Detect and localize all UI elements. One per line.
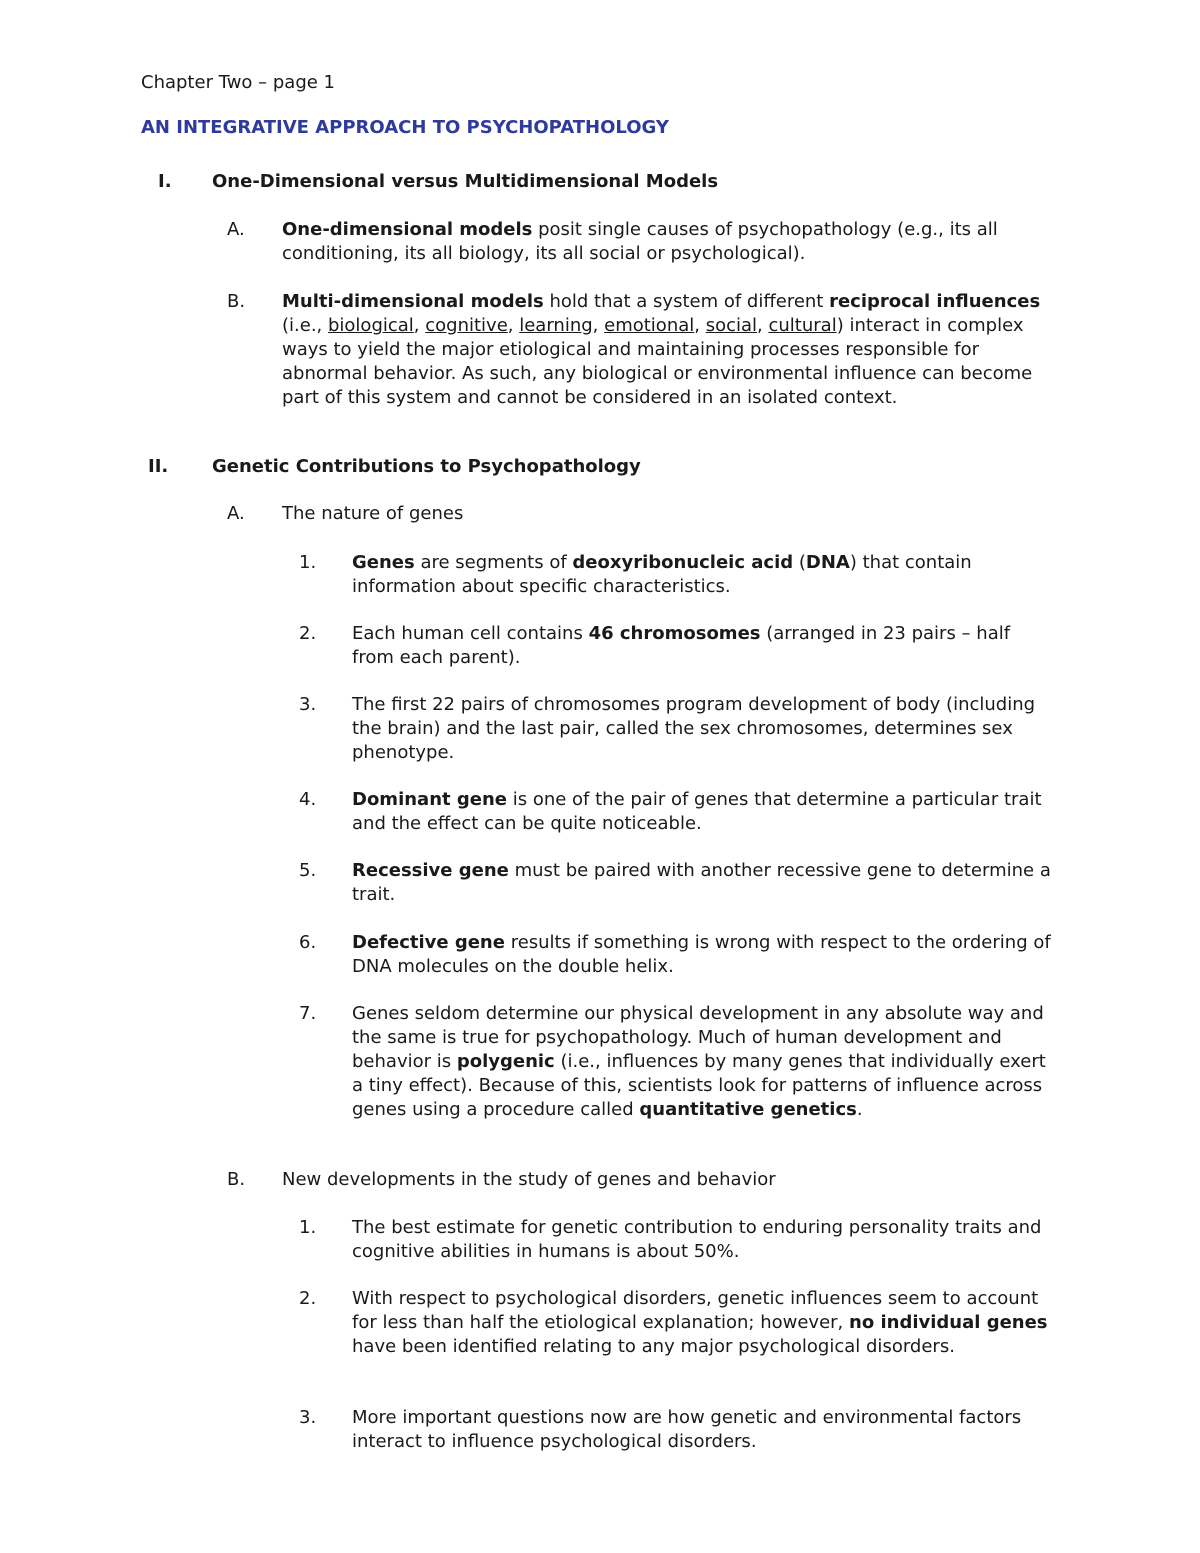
section-heading: One-Dimensional versus Multidimensional Models <box>212 171 719 192</box>
underlined-term: cognitive <box>425 315 508 336</box>
bold-term: DNA <box>805 552 850 573</box>
item-marker: B. <box>227 1169 246 1190</box>
point-paragraph: With respect to psychological disorders, genetic influences seem to account for less than half the etiological explanation; however, no individual genes have been identified relating to any major psychological disorders. <box>352 1288 1048 1357</box>
point-paragraph: More important questions now are how genetic and environmental factors interact to influence psychological disorders. <box>352 1407 1022 1452</box>
bold-term: Defective gene <box>352 932 505 953</box>
point-number: 2. <box>299 1288 317 1309</box>
bold-term: 46 chromosomes <box>588 623 761 644</box>
bold-term: Multi-dimensional models <box>282 291 544 312</box>
page-header: Chapter Two – page 1 <box>141 72 336 93</box>
item-marker: B. <box>227 291 246 312</box>
subsection-heading: New developments in the study of genes and behavior <box>282 1169 776 1190</box>
point-paragraph: Recessive gene must be paired with another recessive gene to determine a trait. <box>352 860 1051 905</box>
bold-term: One-dimensional models <box>282 219 533 240</box>
underlined-term: learning <box>519 315 593 336</box>
point-paragraph: Dominant gene is one of the pair of genes that determine a particular trait and the effect can be quite noticeable. <box>352 789 1042 834</box>
point-paragraph: Genes seldom determine our physical development in any absolute way and the same is true for psychopathology. Much of human development and behavior is polygenic (i.e., influences by many genes that individually exert a tiny effect). Because of this, scientists look for patterns of influence across genes using a procedure called quantitative genetics. <box>352 1003 1046 1120</box>
item-paragraph: One-dimensional models posit single causes of psychopathology (e.g., its all conditioning, its all biology, its all social or psychological). <box>282 219 998 264</box>
point-number: 2. <box>299 623 317 644</box>
bold-term: deoxyribonucleic acid <box>572 552 794 573</box>
bold-term: Dominant gene <box>352 789 507 810</box>
document-title: AN INTEGRATIVE APPROACH TO PSYCHOPATHOLOGY <box>141 117 669 138</box>
subsection-heading: The nature of genes <box>282 503 464 524</box>
section-numeral: I. <box>158 171 172 192</box>
point-number: 3. <box>299 694 317 715</box>
underlined-term: emotional <box>604 315 695 336</box>
point-number: 6. <box>299 932 317 953</box>
bold-term: Genes <box>352 552 415 573</box>
point-number: 1. <box>299 1217 317 1238</box>
bold-term: Recessive gene <box>352 860 509 881</box>
item-marker: A. <box>227 503 245 524</box>
section-numeral: II. <box>148 456 169 477</box>
item-marker: A. <box>227 219 245 240</box>
point-number: 4. <box>299 789 317 810</box>
point-number: 3. <box>299 1407 317 1428</box>
point-paragraph: The best estimate for genetic contribution to enduring personality traits and cognitive abilities in humans is about 50%. <box>352 1217 1042 1262</box>
point-number: 5. <box>299 860 317 881</box>
underlined-term: biological <box>327 315 414 336</box>
bold-term: reciprocal influences <box>829 291 1041 312</box>
point-number: 7. <box>299 1003 317 1024</box>
item-paragraph: Multi-dimensional models hold that a system of different reciprocal influences (i.e., biological, cognitive, learning, emotional, social, cultural) interact in complex ways to yield the major etiological and maintaining processes responsible for abnormal behavior. As such, any biological or environmental influence can become part of this system and cannot be considered in an isolated context. <box>282 291 1041 408</box>
underlined-term: cultural <box>768 315 837 336</box>
bold-term: polygenic <box>456 1051 555 1072</box>
point-number: 1. <box>299 552 317 573</box>
bold-term: quantitative genetics <box>639 1099 857 1120</box>
section-heading: Genetic Contributions to Psychopathology <box>212 456 641 477</box>
point-paragraph: Each human cell contains 46 chromosomes (arranged in 23 pairs – half from each parent). <box>352 623 1011 668</box>
point-paragraph: Genes are segments of deoxyribonucleic acid (DNA) that contain information about specific characteristics. <box>352 552 972 597</box>
point-paragraph: The first 22 pairs of chromosomes program development of body (including the brain) and the last pair, called the sex chromosomes, determines sex phenotype. <box>352 694 1036 763</box>
point-paragraph: Defective gene results if something is wrong with respect to the ordering of DNA molecules on the double helix. <box>352 932 1051 977</box>
underlined-term: social <box>705 315 758 336</box>
bold-term: no individual genes <box>849 1312 1048 1333</box>
